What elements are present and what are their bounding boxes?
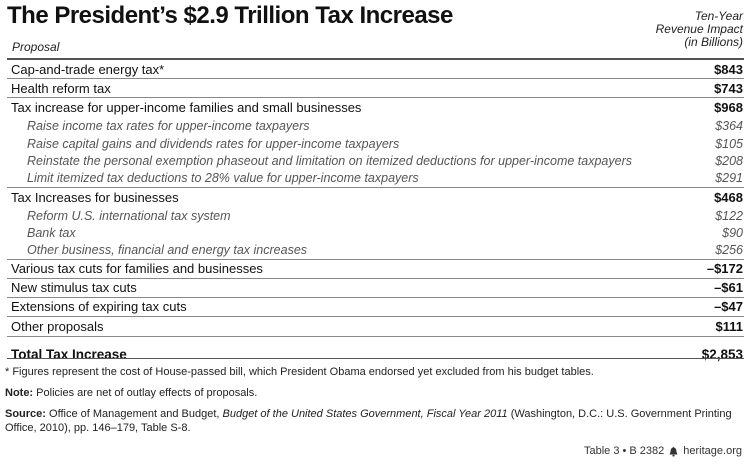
row-value: $122 — [715, 208, 743, 223]
row-label: Raise income tax rates for upper-income taxpayers — [27, 118, 310, 133]
row-label: Bank tax — [27, 226, 76, 241]
row-value: $105 — [715, 136, 743, 151]
table-subrow — [7, 207, 744, 225]
source-title: Budget of the United States Government, Fiscal Year 2011 — [222, 408, 508, 420]
table-row — [7, 279, 744, 298]
row-label: Cap-and-trade energy tax* — [11, 61, 165, 77]
row-value: $968 — [714, 100, 743, 115]
table-row — [7, 260, 744, 279]
row-value: $208 — [715, 154, 743, 169]
row-label: Raise capital gains and dividends rates for upper-income taxpayers — [27, 136, 400, 151]
row-value: $291 — [715, 171, 743, 186]
footer — [584, 445, 742, 457]
impact-column-header — [603, 10, 743, 49]
liberty-bell-icon — [668, 446, 679, 457]
note-text: Policies are net of outlay effects of proposals. — [33, 387, 258, 399]
tax-table — [7, 60, 744, 372]
note-label: Note: — [5, 387, 34, 399]
table-reference: Table 3 • B 2382 — [583, 445, 665, 457]
row-label: New stimulus tax cuts — [11, 280, 137, 296]
source-label: Source: — [5, 408, 46, 420]
row-label: Other proposals — [11, 318, 104, 334]
table-subrow — [7, 170, 744, 188]
row-label: Reinstate the personal exemption phaseout and limitation on itemized deductions for upper-income taxpayers — [27, 154, 632, 169]
total-label: Total Tax Increase — [11, 346, 127, 362]
impact-header-line3: (in Billions) — [684, 35, 743, 49]
notes-section — [5, 365, 740, 442]
row-value: $90 — [722, 226, 743, 241]
proposal-column-header: Proposal — [12, 40, 60, 54]
row-value: –$172 — [706, 261, 743, 277]
row-value: $843 — [714, 61, 743, 77]
impact-header-line1: Ten-Year — [694, 9, 743, 23]
table-subrow — [7, 242, 744, 260]
source — [5, 407, 740, 435]
row-value: $111 — [715, 318, 743, 334]
table-bottom-divider — [7, 358, 744, 359]
table-subrow — [7, 117, 744, 135]
total-value: $2,853 — [701, 346, 743, 362]
row-label: Extensions of expiring tax cuts — [11, 299, 187, 315]
footnote: * Figures represent the cost of House-passed bill, which President Obama endorsed yet excluded from his budget tables. — [5, 366, 594, 378]
row-label: Health reform tax — [11, 80, 111, 96]
table-row — [7, 98, 744, 117]
row-value: –$47 — [714, 299, 743, 315]
source-text-1: Office of Management and Budget, — [45, 408, 223, 420]
table-row — [7, 317, 744, 336]
row-value: $468 — [714, 189, 743, 205]
row-label: Various tax cuts for families and businesses — [11, 261, 263, 277]
table-row — [7, 188, 744, 207]
site-link[interactable]: heritage.org — [683, 445, 742, 457]
row-label: Limit itemized tax deductions to 28% value for upper-income taxpayers — [27, 171, 419, 186]
row-value: $256 — [715, 243, 743, 258]
row-label: Other business, financial and energy tax increases — [27, 243, 308, 258]
page-title: The President’s $2.9 Trillion Tax Increase — [7, 2, 453, 29]
row-value: –$61 — [714, 280, 743, 296]
table-subrow — [7, 135, 744, 153]
table-row — [7, 298, 744, 317]
note — [5, 386, 740, 400]
row-label: Reform U.S. international tax system — [27, 208, 231, 223]
table-subrow — [7, 152, 744, 170]
row-value: $364 — [715, 118, 743, 133]
table-row — [7, 60, 744, 79]
row-value: $743 — [714, 80, 743, 96]
table-row — [7, 79, 744, 98]
row-label: Tax increase for upper-income families and small businesses — [11, 100, 362, 115]
impact-header-line2: Revenue Impact — [655, 22, 743, 36]
table-subrow — [7, 224, 744, 242]
source-text-2: (Washington, D.C.: U.S. Government Printing Office, 2010), pp. 146–179, Table S-8. — [5, 408, 732, 434]
row-label: Tax Increases for businesses — [11, 189, 179, 205]
